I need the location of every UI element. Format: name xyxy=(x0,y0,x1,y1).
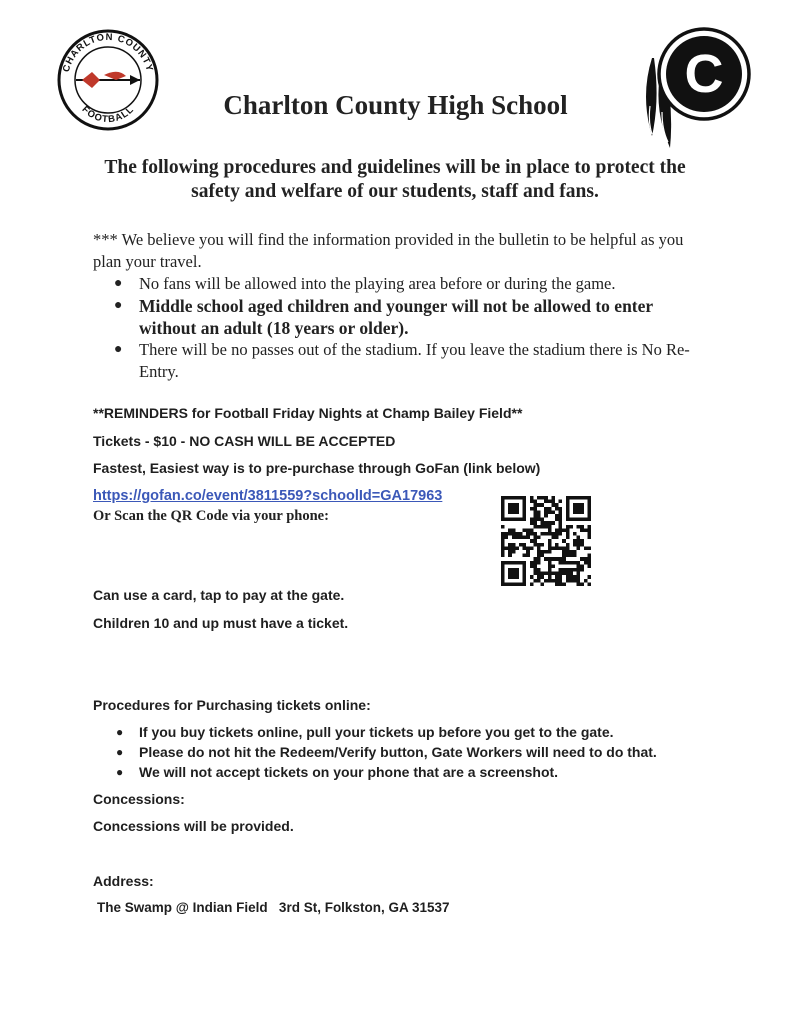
scan-note: Or Scan the QR Code via your phone: xyxy=(93,508,329,524)
rule-item: ● There will be no passes out of the stadium. If you leave the stadium there is No Re-Entry. xyxy=(93,339,713,383)
procedures-heading: Procedures for Purchasing tickets online: xyxy=(93,697,371,713)
address-value: The Swamp @ Indian Field 3rd St, Folkston, GA 31537 xyxy=(97,900,450,915)
children-note: Children 10 and up must have a ticket. xyxy=(93,615,349,631)
subtitle: The following procedures and guidelines will be in place to protect the safety and welfare of our students, staff and fans. xyxy=(104,157,686,202)
logo-ring-bottom-text: FOOTBALL xyxy=(79,104,137,126)
procedure-item: ● If you buy tickets online, pull your tickets up before you get to the gate. xyxy=(93,722,657,742)
gofan-note: Fastest, Easiest way is to pre-purchase through GoFan (link below) xyxy=(93,460,541,476)
gofan-link[interactable]: https://gofan.co/event/3811559?schoolId=GA17963 xyxy=(93,488,443,504)
rules-list xyxy=(93,273,713,383)
logo-c-letter: C xyxy=(684,44,724,104)
rule-item: ● Middle school aged children and younger will not be allowed to enter without an adult (18 years or older). xyxy=(93,295,713,339)
reminders-heading: **REMINDERS for Football Friday Nights at Champ Bailey Field** xyxy=(93,405,523,421)
intro-section xyxy=(93,229,713,383)
concessions-heading: Concessions: xyxy=(93,791,185,807)
procedure-item: ● Please do not hit the Redeem/Verify button, Gate Workers will need to do that. xyxy=(93,742,657,762)
intro-text: *** We believe you will find the information provided in the bulletin to be helpful as you plan your travel. xyxy=(93,230,684,271)
page-title: Charlton County High School xyxy=(223,90,568,120)
rule-item: ● No fans will be allowed into the playing area before or during the game. xyxy=(93,273,713,295)
procedure-item: ● We will not accept tickets on your phone that are a screenshot. xyxy=(93,762,657,782)
concessions-text: Concessions will be provided. xyxy=(93,818,294,834)
tickets-price: Tickets - $10 - NO CASH WILL BE ACCEPTED xyxy=(93,433,396,449)
logo-ring-top-text: CHARLTON COUNTY xyxy=(60,31,156,74)
procedures-list xyxy=(93,722,657,782)
address-heading: Address: xyxy=(93,873,154,889)
qr-code[interactable] xyxy=(501,496,591,586)
card-note: Can use a card, tap to pay at the gate. xyxy=(93,587,345,603)
